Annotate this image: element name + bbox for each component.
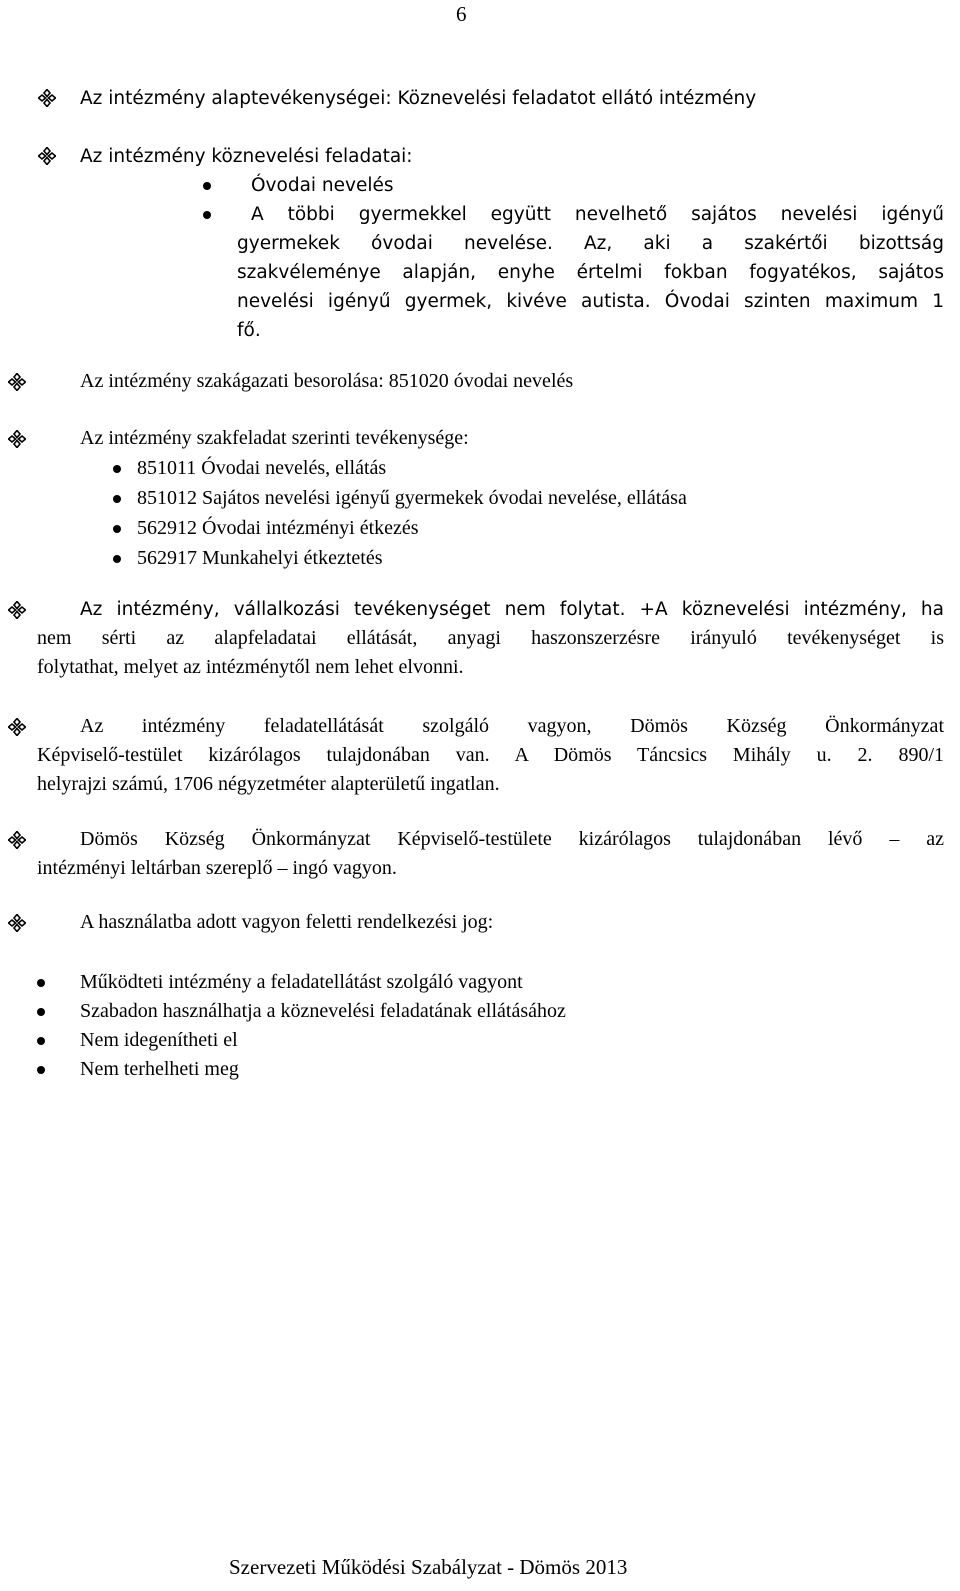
diamond-bullet-icon bbox=[8, 373, 26, 391]
round-bullet-icon bbox=[113, 465, 121, 473]
vagyon-line: Képviselő-testület kizárólagos tulajdonában van. A Dömös Táncsics Mihály u. 2. 890/1 bbox=[37, 744, 944, 766]
feladat-2-line: gyermekek óvodai nevelése. Az, aki a szakértői bizottság bbox=[237, 233, 944, 254]
rendelkezesi-item: Működteti intézmény a feladatellátást szolgáló vagyont bbox=[80, 971, 523, 993]
feladat-2-line: szakvéleménye alapján, enyhe értelmi fokban fogyatékos, sajátos bbox=[237, 262, 944, 283]
round-bullet-icon bbox=[37, 1037, 45, 1045]
vallalkozasi-line bbox=[80, 595, 944, 624]
feladat-2-line: nevelési igényű gyermek, kivéve autista. Óvodai szinten maximum 1 bbox=[237, 291, 944, 312]
rendelkezesi-item: Szabadon használhatja a köznevelési feladatának ellátásához bbox=[80, 1000, 566, 1022]
round-bullet-icon bbox=[37, 979, 45, 987]
page-footer: Szervezeti Működési Szabályzat - Dömös 2013 bbox=[229, 1555, 628, 1579]
szakfeladat-item: 851012 Sajátos nevelési igényű gyermekek óvodai nevelése, ellátása bbox=[137, 487, 687, 509]
round-bullet-icon bbox=[37, 1008, 45, 1016]
szakagazati-text: Az intézmény szakágazati besorolása: 851020 óvodai nevelés bbox=[80, 370, 574, 392]
vallalkozasi-line: nem sérti az alapfeladatai ellátását, anyagi haszonszerzésre irányuló tevékenységet is bbox=[37, 627, 944, 649]
ingo-line: Dömös Község Önkormányzat Képviselő-testülete kizárólagos tulajdonában lévő – az bbox=[80, 828, 944, 850]
round-bullet-icon bbox=[203, 182, 211, 190]
vagyon-line: helyrajzi számú, 1706 négyzetméter alapterületű ingatlan. bbox=[37, 773, 500, 795]
feladat-2-line: fő. bbox=[237, 320, 261, 341]
round-bullet-icon bbox=[37, 1066, 45, 1074]
diamond-bullet-icon bbox=[8, 914, 26, 932]
diamond-bullet-icon bbox=[8, 430, 26, 448]
rendelkezesi-item: Nem terhelheti meg bbox=[80, 1058, 239, 1080]
round-bullet-icon bbox=[113, 495, 121, 503]
feladat-1-text: Óvodai nevelés bbox=[251, 175, 394, 196]
feladat-2-line: A többi gyermekkel együtt nevelhető sajátos nevelési igényű bbox=[251, 204, 944, 225]
round-bullet-icon bbox=[203, 211, 211, 219]
alaptevekenyseg-text: Az intézmény alaptevékenységei: Köznevelési feladatot ellátó intézmény bbox=[80, 88, 757, 109]
szakfeladat-item: 562912 Óvodai intézményi étkezés bbox=[137, 517, 419, 539]
szakfeladat-item: 851011 Óvodai nevelés, ellátás bbox=[137, 457, 387, 479]
szakfeladat-item: 562917 Munkahelyi étkeztetés bbox=[137, 547, 383, 569]
round-bullet-icon bbox=[113, 555, 121, 563]
diamond-bullet-icon bbox=[8, 601, 26, 619]
rendelkezesi-item: Nem idegenítheti el bbox=[80, 1029, 238, 1051]
diamond-bullet-icon bbox=[38, 147, 56, 165]
diamond-bullet-icon bbox=[8, 831, 26, 849]
vallalkozasi-line-text: Az intézmény, vállalkozási tevékenységet nem folytat. +A köznevelési intézmény, ha bbox=[80, 599, 944, 620]
diamond-bullet-icon bbox=[38, 89, 56, 107]
ingo-line: intézményi leltárban szereplő – ingó vagyon. bbox=[37, 857, 397, 879]
round-bullet-icon bbox=[113, 525, 121, 533]
rendelkezesi-text: A használatba adott vagyon feletti rendelkezési jog: bbox=[80, 911, 494, 933]
diamond-bullet-icon bbox=[8, 718, 26, 736]
koznevelesi-feladatai-text: Az intézmény köznevelési feladatai: bbox=[80, 146, 413, 167]
vagyon-line: Az intézmény feladatellátását szolgáló vagyon, Dömös Község Önkormányzat bbox=[80, 715, 944, 737]
page-number: 6 bbox=[456, 2, 467, 26]
vallalkozasi-line: folytathat, melyet az intézménytől nem lehet elvonni. bbox=[37, 656, 464, 678]
szakfeladat-text: Az intézmény szakfeladat szerinti tevékenysége: bbox=[80, 427, 469, 449]
